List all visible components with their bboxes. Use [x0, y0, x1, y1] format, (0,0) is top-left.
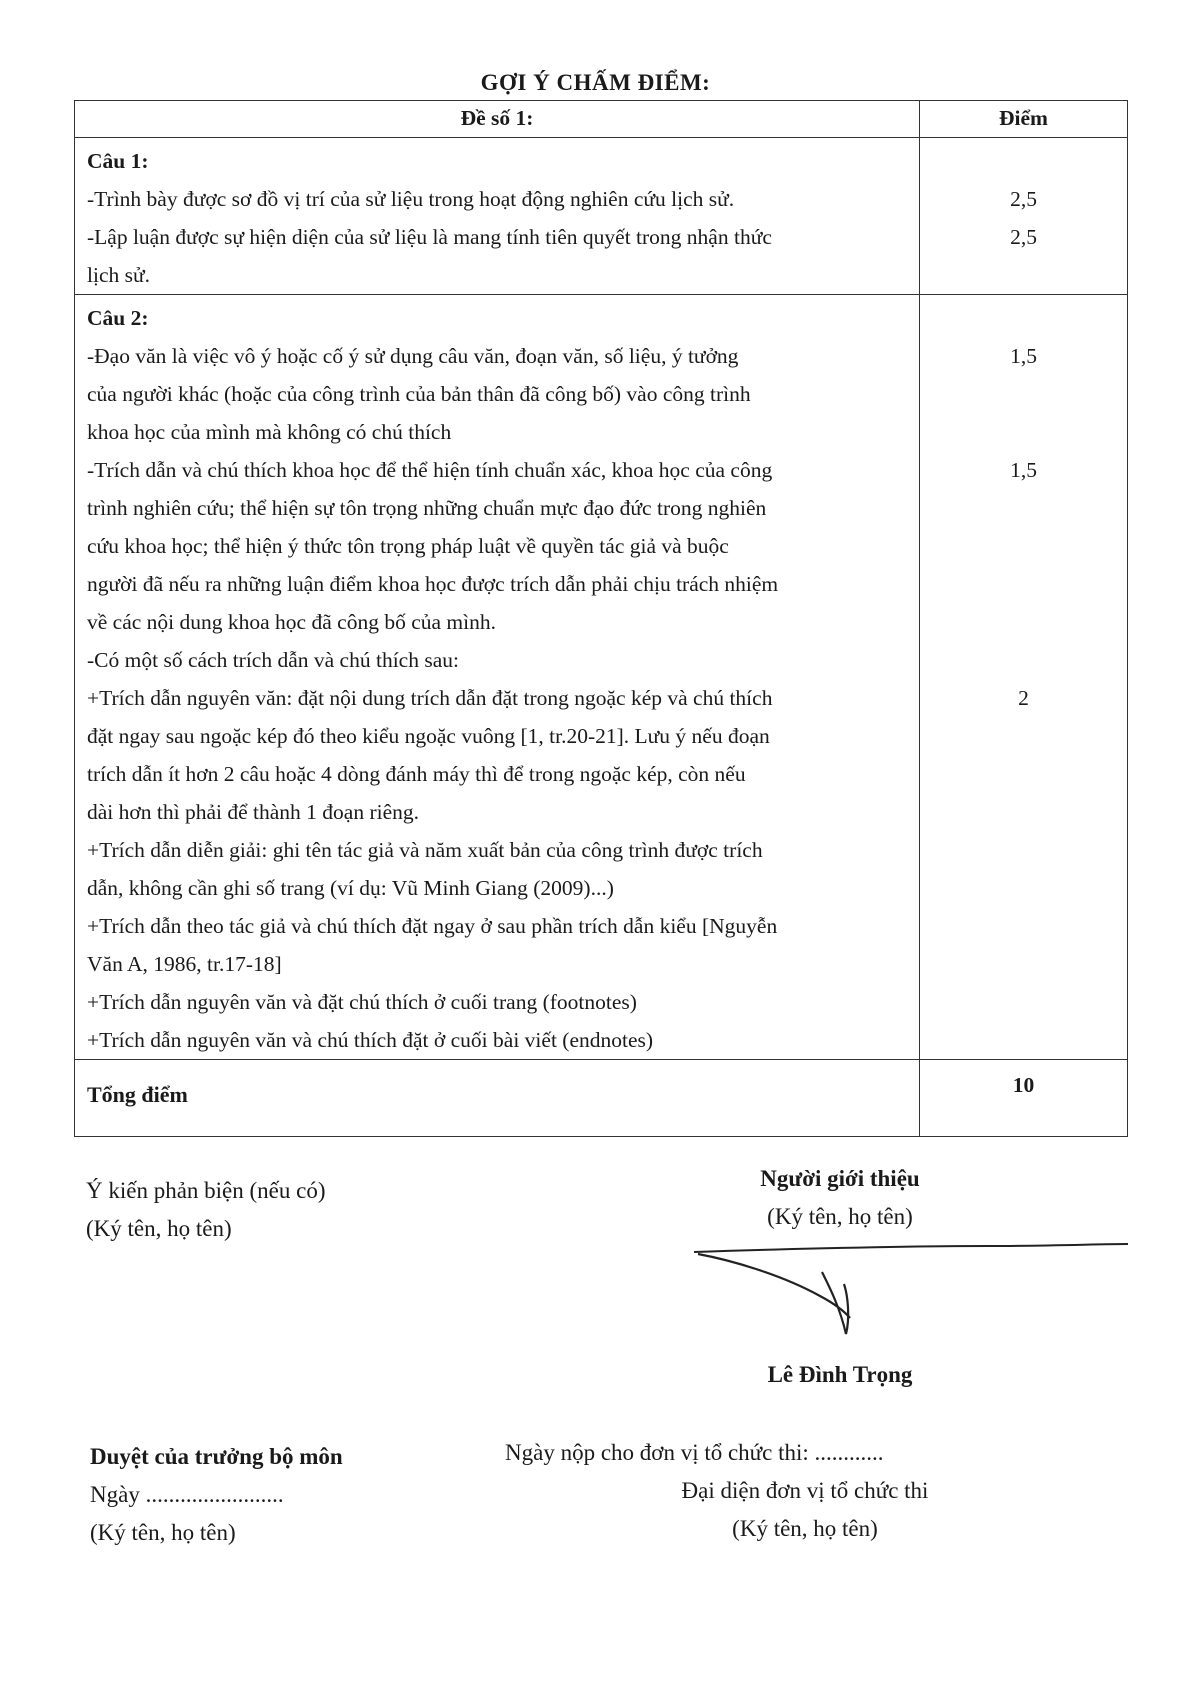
exam-unit-sign-note: (Ký tên, họ tên) [732, 1516, 878, 1541]
question-1-row [75, 138, 1128, 295]
q1-line: lịch sử. [87, 263, 151, 287]
total-row [75, 1060, 1128, 1137]
q2-line: +Trích dẫn nguyên văn và đặt chú thích ở cuối trang (footnotes) [87, 990, 637, 1014]
q2-line: đặt ngay sau ngoặc kép đó theo kiểu ngoặc vuông [1, tr.20-21]. Lưu ý nếu đoạn [87, 724, 770, 748]
q1-line: -Trình bày được sơ đồ vị trí của sử liệu trong hoạt động nghiên cứu lịch sử. [87, 187, 735, 211]
page-title: GỢI Ý CHẤM ĐIỂM: [480, 70, 711, 95]
exam-unit-submit-date: Ngày nộp cho đơn vị tổ chức thi: ............ [505, 1440, 884, 1465]
reviewer-block [86, 1172, 326, 1248]
head-approval-date: Ngày ........................ [90, 1482, 284, 1507]
head-approval-title: Duyệt của trưởng bộ môn [90, 1444, 343, 1469]
q2-point: 2 [1018, 686, 1029, 710]
total-points: 10 [920, 1060, 1128, 1137]
question-1-content [75, 138, 920, 295]
question-2-label: Câu 2: [87, 306, 149, 330]
presenter-sign-note: (Ký tên, họ tên) [767, 1204, 913, 1229]
q2-line: khoa học của mình mà không có chú thích [87, 420, 452, 444]
exam-number-header: Đề số 1: [75, 101, 920, 138]
q2-point: 1,5 [1010, 344, 1037, 368]
q2-line: -Đạo văn là việc vô ý hoặc cố ý sử dụng câu văn, đoạn văn, số liệu, ý tưởng [87, 344, 739, 368]
q2-line: Văn A, 1986, tr.17-18] [87, 952, 282, 976]
q2-line: cứu khoa học; thể hiện ý thức tôn trọng pháp luật về quyền tác giả và buộc [87, 534, 729, 558]
question-2-content [75, 295, 920, 1060]
q2-line: người đã nếu ra những luận điểm khoa học được trích dẫn phải chịu trách nhiệm [87, 572, 779, 596]
head-approval-block [90, 1438, 343, 1552]
q2-line: -Trích dẫn và chú thích khoa học để thể hiện tính chuẩn xác, khoa học của công [87, 458, 773, 482]
total-label: Tổng điểm [75, 1060, 920, 1137]
q1-point: 2,5 [1010, 225, 1037, 249]
signature [690, 1238, 1130, 1348]
q2-line: trích dẫn ít hơn 2 câu hoặc 4 dòng đánh máy thì để trong ngoặc kép, còn nếu [87, 762, 746, 786]
question-2-row [75, 295, 1128, 1060]
question-2-points [920, 295, 1128, 1060]
reviewer-sign-note: (Ký tên, họ tên) [86, 1216, 232, 1241]
reviewer-label: Ý kiến phản biện (nếu có) [86, 1178, 326, 1203]
q1-line: -Lập luận được sự hiện diện của sử liệu là mang tính tiên quyết trong nhận thức [87, 225, 772, 249]
question-1-label: Câu 1: [87, 149, 149, 173]
q2-line: trình nghiên cứu; thể hiện sự tôn trọng những chuẩn mực đạo đức trong nghiên [87, 496, 767, 520]
q2-line: dài hơn thì phải để thành 1 đoạn riêng. [87, 800, 420, 824]
q2-line: -Có một số cách trích dẫn và chú thích sau: [87, 648, 459, 672]
q2-point: 1,5 [1010, 458, 1037, 482]
q1-point: 2,5 [1010, 187, 1037, 211]
presenter-name: Lê Đình Trọng [767, 1362, 913, 1387]
q2-line: dẫn, không cần ghi số trang (ví dụ: Vũ Minh Giang (2009)...) [87, 876, 614, 900]
points-header: Điểm [920, 101, 1128, 138]
head-approval-sign-note: (Ký tên, họ tên) [90, 1520, 236, 1545]
grading-table [74, 100, 1128, 1137]
presenter-block [690, 1160, 990, 1236]
table-header-row [75, 101, 1128, 138]
exam-unit-title: Đại diện đơn vị tổ chức thi [681, 1478, 929, 1503]
exam-unit-block [505, 1434, 1065, 1548]
question-1-points [920, 138, 1128, 295]
q2-line: +Trích dẫn diễn giải: ghi tên tác giả và năm xuất bản của công trình được trích [87, 838, 763, 862]
q2-line: của người khác (hoặc của công trình của bản thân đã công bố) vào công trình [87, 382, 751, 406]
q2-line: +Trích dẫn nguyên văn và chú thích đặt ở cuối bài viết (endnotes) [87, 1028, 654, 1052]
q2-line: +Trích dẫn nguyên văn: đặt nội dung trích dẫn đặt trong ngoặc kép và chú thích [87, 686, 773, 710]
q2-line: về các nội dung khoa học đã công bố của mình. [87, 610, 496, 634]
q2-line: +Trích dẫn theo tác giả và chú thích đặt ngay ở sau phần trích dẫn kiểu [Nguyễn [87, 914, 778, 938]
presenter-title: Người giới thiệu [760, 1166, 920, 1191]
